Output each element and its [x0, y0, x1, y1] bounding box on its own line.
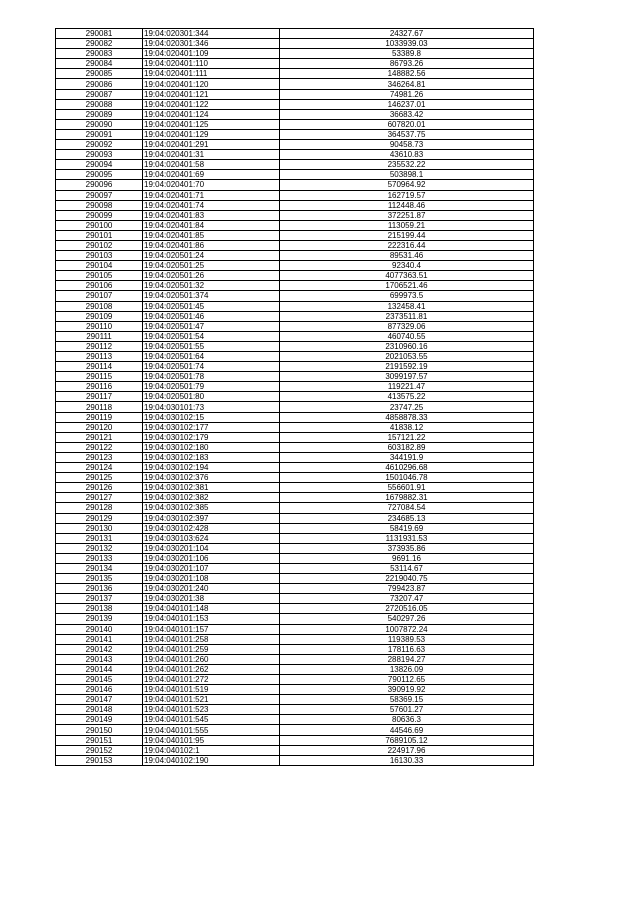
- value-cell: 178116.63: [280, 644, 534, 654]
- cadastral-number-cell: 19:04:040101:148: [143, 604, 280, 614]
- cadastral-number-cell: 19:04:030102:397: [143, 513, 280, 523]
- table-row: [56, 392, 534, 402]
- cadastral-number-cell: 19:04:030102:179: [143, 432, 280, 442]
- cadastral-number-cell: 19:04:040101:519: [143, 685, 280, 695]
- value-cell: 607820.01: [280, 119, 534, 129]
- table-row: [56, 89, 534, 99]
- table-row: [56, 281, 534, 291]
- cadastral-number-cell: 19:04:040101:272: [143, 675, 280, 685]
- table-row: [56, 129, 534, 139]
- table-row: [56, 362, 534, 372]
- table-row: [56, 533, 534, 543]
- value-cell: 1033939.03: [280, 39, 534, 49]
- table-row: [56, 200, 534, 210]
- row-number-cell: 290104: [56, 261, 143, 271]
- table-row: [56, 291, 534, 301]
- table-row: [56, 140, 534, 150]
- cadastral-number-cell: 19:04:040101:545: [143, 715, 280, 725]
- row-number-cell: 290141: [56, 634, 143, 644]
- row-number-cell: 290083: [56, 49, 143, 59]
- table-row: [56, 574, 534, 584]
- value-cell: 89531.46: [280, 251, 534, 261]
- row-number-cell: 290110: [56, 321, 143, 331]
- table-row: [56, 473, 534, 483]
- row-number-cell: 290108: [56, 301, 143, 311]
- row-number-cell: 290115: [56, 372, 143, 382]
- table-row: [56, 543, 534, 553]
- row-number-cell: 290131: [56, 533, 143, 543]
- table-row: [56, 301, 534, 311]
- row-number-cell: 290101: [56, 230, 143, 240]
- row-number-cell: 290147: [56, 695, 143, 705]
- value-cell: 73207.47: [280, 594, 534, 604]
- cadastral-number-cell: 19:04:030102:15: [143, 412, 280, 422]
- table-row: [56, 170, 534, 180]
- cadastral-number-cell: 19:04:030201:104: [143, 543, 280, 553]
- table-row: [56, 644, 534, 654]
- value-cell: 373935.86: [280, 543, 534, 553]
- cadastral-number-cell: 19:04:020401:124: [143, 109, 280, 119]
- table-row: [56, 150, 534, 160]
- table-row: [56, 251, 534, 261]
- table-row: [56, 563, 534, 573]
- value-cell: 24327.67: [280, 29, 534, 39]
- cadastral-number-cell: 19:04:020401:84: [143, 220, 280, 230]
- value-cell: 556601.91: [280, 483, 534, 493]
- row-number-cell: 290149: [56, 715, 143, 725]
- value-cell: 2191592.19: [280, 362, 534, 372]
- table-row: [56, 240, 534, 250]
- row-number-cell: 290085: [56, 69, 143, 79]
- row-number-cell: 290132: [56, 543, 143, 553]
- value-cell: 1679882.31: [280, 493, 534, 503]
- row-number-cell: 290095: [56, 170, 143, 180]
- row-number-cell: 290086: [56, 79, 143, 89]
- cadastral-number-cell: 19:04:040101:262: [143, 664, 280, 674]
- table-row: [56, 584, 534, 594]
- table-row: [56, 432, 534, 442]
- row-number-cell: 290099: [56, 210, 143, 220]
- table-row: [56, 755, 534, 765]
- row-number-cell: 290096: [56, 180, 143, 190]
- value-cell: 13826.09: [280, 664, 534, 674]
- row-number-cell: 290136: [56, 584, 143, 594]
- cadastral-number-cell: 19:04:040101:521: [143, 695, 280, 705]
- value-cell: 148882.56: [280, 69, 534, 79]
- table-row: [56, 352, 534, 362]
- cadastral-number-cell: 19:04:020401:120: [143, 79, 280, 89]
- cadastral-number-cell: 19:04:030201:38: [143, 594, 280, 604]
- table-row: [56, 624, 534, 634]
- table-row: [56, 695, 534, 705]
- value-cell: 460740.55: [280, 331, 534, 341]
- cadastral-number-cell: 19:04:040101:259: [143, 644, 280, 654]
- value-cell: 4077363.51: [280, 271, 534, 281]
- table-row: [56, 69, 534, 79]
- value-cell: 413575.22: [280, 392, 534, 402]
- cadastral-number-cell: 19:04:020501:24: [143, 251, 280, 261]
- row-number-cell: 290098: [56, 200, 143, 210]
- table-row: [56, 442, 534, 452]
- value-cell: 90458.73: [280, 140, 534, 150]
- table-row: [56, 523, 534, 533]
- value-cell: 503898.1: [280, 170, 534, 180]
- value-cell: 4858878.33: [280, 412, 534, 422]
- value-cell: 372251.87: [280, 210, 534, 220]
- table-row: [56, 675, 534, 685]
- cadastral-number-cell: 19:04:020501:374: [143, 291, 280, 301]
- cadastral-number-cell: 19:04:030201:107: [143, 563, 280, 573]
- value-cell: 799423.87: [280, 584, 534, 594]
- table-row: [56, 745, 534, 755]
- cadastral-number-cell: 19:04:020401:121: [143, 89, 280, 99]
- row-number-cell: 290090: [56, 119, 143, 129]
- cadastral-number-cell: 19:04:020401:110: [143, 59, 280, 69]
- value-cell: 364537.75: [280, 129, 534, 139]
- row-number-cell: 290151: [56, 735, 143, 745]
- row-number-cell: 290146: [56, 685, 143, 695]
- cadastral-number-cell: 19:04:020401:71: [143, 190, 280, 200]
- row-number-cell: 290091: [56, 129, 143, 139]
- table-row: [56, 725, 534, 735]
- row-number-cell: 290081: [56, 29, 143, 39]
- value-cell: 1706521.46: [280, 281, 534, 291]
- cadastral-number-cell: 19:04:030102:382: [143, 493, 280, 503]
- row-number-cell: 290114: [56, 362, 143, 372]
- row-number-cell: 290082: [56, 39, 143, 49]
- table-row: [56, 594, 534, 604]
- value-cell: 119221.47: [280, 382, 534, 392]
- value-cell: 44546.69: [280, 725, 534, 735]
- value-cell: 1501046.78: [280, 473, 534, 483]
- cadastral-number-cell: 19:04:020401:58: [143, 160, 280, 170]
- value-cell: 7689105.12: [280, 735, 534, 745]
- cadastral-number-cell: 19:04:040102:190: [143, 755, 280, 765]
- row-number-cell: 290125: [56, 473, 143, 483]
- cadastral-number-cell: 19:04:020401:125: [143, 119, 280, 129]
- row-number-cell: 290126: [56, 483, 143, 493]
- table-row: [56, 331, 534, 341]
- table-row: [56, 382, 534, 392]
- value-cell: 43610.83: [280, 150, 534, 160]
- value-cell: 113059.21: [280, 220, 534, 230]
- value-cell: 699973.5: [280, 291, 534, 301]
- cadastral-number-cell: 19:04:040101:260: [143, 654, 280, 664]
- cadastral-number-cell: 19:04:030102:194: [143, 463, 280, 473]
- table-row: [56, 271, 534, 281]
- value-cell: 603182.89: [280, 442, 534, 452]
- row-number-cell: 290087: [56, 89, 143, 99]
- table-row: [56, 685, 534, 695]
- row-number-cell: 290133: [56, 553, 143, 563]
- cadastral-number-cell: 19:04:020401:69: [143, 170, 280, 180]
- cadastral-number-cell: 19:04:020401:31: [143, 150, 280, 160]
- data-table: [55, 28, 534, 766]
- cadastral-number-cell: 19:04:020301:344: [143, 29, 280, 39]
- cadastral-number-cell: 19:04:030201:108: [143, 574, 280, 584]
- value-cell: 4610296.68: [280, 463, 534, 473]
- row-number-cell: 290112: [56, 341, 143, 351]
- cadastral-number-cell: 19:04:020501:55: [143, 341, 280, 351]
- table-row: [56, 664, 534, 674]
- row-number-cell: 290119: [56, 412, 143, 422]
- cadastral-number-cell: 19:04:040101:153: [143, 614, 280, 624]
- row-number-cell: 290139: [56, 614, 143, 624]
- table-row: [56, 402, 534, 412]
- cadastral-number-cell: 19:04:030102:376: [143, 473, 280, 483]
- cadastral-number-cell: 19:04:030102:183: [143, 452, 280, 462]
- row-number-cell: 290127: [56, 493, 143, 503]
- cadastral-number-cell: 19:04:040101:523: [143, 705, 280, 715]
- cadastral-number-cell: 19:04:020301:346: [143, 39, 280, 49]
- value-cell: 36683.42: [280, 109, 534, 119]
- row-number-cell: 290137: [56, 594, 143, 604]
- value-cell: 119389.53: [280, 634, 534, 644]
- row-number-cell: 290093: [56, 150, 143, 160]
- cadastral-number-cell: 19:04:020501:64: [143, 352, 280, 362]
- table-row: [56, 180, 534, 190]
- table-body: [56, 29, 534, 766]
- value-cell: 224917.96: [280, 745, 534, 755]
- cadastral-number-cell: 19:04:030102:428: [143, 523, 280, 533]
- table-row: [56, 654, 534, 664]
- value-cell: 215199.44: [280, 230, 534, 240]
- value-cell: 790112.65: [280, 675, 534, 685]
- table-row: [56, 230, 534, 240]
- cadastral-number-cell: 19:04:030101:73: [143, 402, 280, 412]
- cadastral-number-cell: 19:04:030102:381: [143, 483, 280, 493]
- row-number-cell: 290148: [56, 705, 143, 715]
- table-row: [56, 190, 534, 200]
- table-row: [56, 261, 534, 271]
- value-cell: 9691.16: [280, 553, 534, 563]
- cadastral-number-cell: 19:04:030102:180: [143, 442, 280, 452]
- row-number-cell: 290143: [56, 654, 143, 664]
- row-number-cell: 290102: [56, 240, 143, 250]
- row-number-cell: 290097: [56, 190, 143, 200]
- table-row: [56, 372, 534, 382]
- value-cell: 540297.26: [280, 614, 534, 624]
- row-number-cell: 290153: [56, 755, 143, 765]
- cadastral-number-cell: 19:04:030102:177: [143, 422, 280, 432]
- value-cell: 2310960.16: [280, 341, 534, 351]
- value-cell: 2219040.75: [280, 574, 534, 584]
- table-row: [56, 29, 534, 39]
- value-cell: 162719.57: [280, 190, 534, 200]
- row-number-cell: 290113: [56, 352, 143, 362]
- table-row: [56, 49, 534, 59]
- cadastral-number-cell: 19:04:020401:83: [143, 210, 280, 220]
- table-row: [56, 321, 534, 331]
- cadastral-number-cell: 19:04:030201:106: [143, 553, 280, 563]
- row-number-cell: 290109: [56, 311, 143, 321]
- cadastral-number-cell: 19:04:040101:95: [143, 735, 280, 745]
- cadastral-number-cell: 19:04:020501:47: [143, 321, 280, 331]
- row-number-cell: 290152: [56, 745, 143, 755]
- value-cell: 3099197.57: [280, 372, 534, 382]
- cadastral-number-cell: 19:04:020401:74: [143, 200, 280, 210]
- value-cell: 146237.01: [280, 99, 534, 109]
- value-cell: 288194.27: [280, 654, 534, 664]
- cadastral-number-cell: 19:04:020501:79: [143, 382, 280, 392]
- value-cell: 86793.26: [280, 59, 534, 69]
- cadastral-number-cell: 19:04:040101:258: [143, 634, 280, 644]
- table-row: [56, 614, 534, 624]
- value-cell: 390919.92: [280, 685, 534, 695]
- table-row: [56, 452, 534, 462]
- row-number-cell: 290142: [56, 644, 143, 654]
- table-row: [56, 39, 534, 49]
- value-cell: 877329.06: [280, 321, 534, 331]
- row-number-cell: 290134: [56, 563, 143, 573]
- row-number-cell: 290116: [56, 382, 143, 392]
- row-number-cell: 290089: [56, 109, 143, 119]
- row-number-cell: 290135: [56, 574, 143, 584]
- value-cell: 1131931.53: [280, 533, 534, 543]
- value-cell: 58419.69: [280, 523, 534, 533]
- cadastral-number-cell: 19:04:020501:26: [143, 271, 280, 281]
- row-number-cell: 290094: [56, 160, 143, 170]
- table-row: [56, 735, 534, 745]
- cadastral-number-cell: 19:04:020501:54: [143, 331, 280, 341]
- value-cell: 234685.13: [280, 513, 534, 523]
- table-row: [56, 119, 534, 129]
- cadastral-number-cell: 19:04:020501:32: [143, 281, 280, 291]
- cadastral-number-cell: 19:04:020501:80: [143, 392, 280, 402]
- table-row: [56, 210, 534, 220]
- row-number-cell: 290120: [56, 422, 143, 432]
- row-number-cell: 290088: [56, 99, 143, 109]
- value-cell: 80636.3: [280, 715, 534, 725]
- table-row: [56, 493, 534, 503]
- value-cell: 74981.26: [280, 89, 534, 99]
- cadastral-number-cell: 19:04:020401:109: [143, 49, 280, 59]
- value-cell: 53389.8: [280, 49, 534, 59]
- row-number-cell: 290106: [56, 281, 143, 291]
- value-cell: 112448.46: [280, 200, 534, 210]
- value-cell: 16130.33: [280, 755, 534, 765]
- table-row: [56, 503, 534, 513]
- value-cell: 92340.4: [280, 261, 534, 271]
- table-row: [56, 311, 534, 321]
- table-row: [56, 99, 534, 109]
- table-row: [56, 59, 534, 69]
- value-cell: 53114.67: [280, 563, 534, 573]
- table-row: [56, 513, 534, 523]
- row-number-cell: 290145: [56, 675, 143, 685]
- row-number-cell: 290121: [56, 432, 143, 442]
- row-number-cell: 290092: [56, 140, 143, 150]
- cadastral-number-cell: 19:04:020401:111: [143, 69, 280, 79]
- table-row: [56, 79, 534, 89]
- table-row: [56, 604, 534, 614]
- value-cell: 2720516.05: [280, 604, 534, 614]
- row-number-cell: 290150: [56, 725, 143, 735]
- row-number-cell: 290111: [56, 331, 143, 341]
- table-row: [56, 463, 534, 473]
- row-number-cell: 290117: [56, 392, 143, 402]
- table-row: [56, 422, 534, 432]
- cadastral-number-cell: 19:04:020401:122: [143, 99, 280, 109]
- value-cell: 58369.15: [280, 695, 534, 705]
- table-row: [56, 553, 534, 563]
- value-cell: 2373511.81: [280, 311, 534, 321]
- value-cell: 41838.12: [280, 422, 534, 432]
- table-row: [56, 109, 534, 119]
- value-cell: 132458.41: [280, 301, 534, 311]
- value-cell: 570964.92: [280, 180, 534, 190]
- cadastral-number-cell: 19:04:020401:86: [143, 240, 280, 250]
- cadastral-number-cell: 19:04:040102:1: [143, 745, 280, 755]
- cadastral-number-cell: 19:04:020401:70: [143, 180, 280, 190]
- table-row: [56, 412, 534, 422]
- cadastral-number-cell: 19:04:020501:45: [143, 301, 280, 311]
- value-cell: 1007872.24: [280, 624, 534, 634]
- value-cell: 727084.54: [280, 503, 534, 513]
- cadastral-number-cell: 19:04:040101:555: [143, 725, 280, 735]
- row-number-cell: 290138: [56, 604, 143, 614]
- row-number-cell: 290122: [56, 442, 143, 452]
- cadastral-number-cell: 19:04:040101:157: [143, 624, 280, 634]
- row-number-cell: 290124: [56, 463, 143, 473]
- value-cell: 346264.81: [280, 79, 534, 89]
- table-row: [56, 220, 534, 230]
- cadastral-number-cell: 19:04:020501:74: [143, 362, 280, 372]
- cadastral-number-cell: 19:04:020501:46: [143, 311, 280, 321]
- cadastral-number-cell: 19:04:030103:624: [143, 533, 280, 543]
- table-row: [56, 705, 534, 715]
- cadastral-number-cell: 19:04:030201:240: [143, 584, 280, 594]
- cadastral-number-cell: 19:04:020401:129: [143, 129, 280, 139]
- cadastral-number-cell: 19:04:030102:385: [143, 503, 280, 513]
- table-row: [56, 483, 534, 493]
- value-cell: 2021053.55: [280, 352, 534, 362]
- cadastral-number-cell: 19:04:020401:291: [143, 140, 280, 150]
- value-cell: 157121.22: [280, 432, 534, 442]
- table-row: [56, 160, 534, 170]
- value-cell: 57601.27: [280, 705, 534, 715]
- table-row: [56, 341, 534, 351]
- row-number-cell: 290105: [56, 271, 143, 281]
- row-number-cell: 290084: [56, 59, 143, 69]
- row-number-cell: 290123: [56, 452, 143, 462]
- row-number-cell: 290118: [56, 402, 143, 412]
- value-cell: 235532.22: [280, 160, 534, 170]
- cadastral-number-cell: 19:04:020501:78: [143, 372, 280, 382]
- value-cell: 344191.9: [280, 452, 534, 462]
- value-cell: 23747.25: [280, 402, 534, 412]
- value-cell: 222316.44: [280, 240, 534, 250]
- row-number-cell: 290103: [56, 251, 143, 261]
- row-number-cell: 290129: [56, 513, 143, 523]
- row-number-cell: 290107: [56, 291, 143, 301]
- row-number-cell: 290140: [56, 624, 143, 634]
- row-number-cell: 290100: [56, 220, 143, 230]
- table-row: [56, 634, 534, 644]
- row-number-cell: 290128: [56, 503, 143, 513]
- cadastral-number-cell: 19:04:020401:85: [143, 230, 280, 240]
- row-number-cell: 290144: [56, 664, 143, 674]
- row-number-cell: 290130: [56, 523, 143, 533]
- table-row: [56, 715, 534, 725]
- cadastral-number-cell: 19:04:020501:25: [143, 261, 280, 271]
